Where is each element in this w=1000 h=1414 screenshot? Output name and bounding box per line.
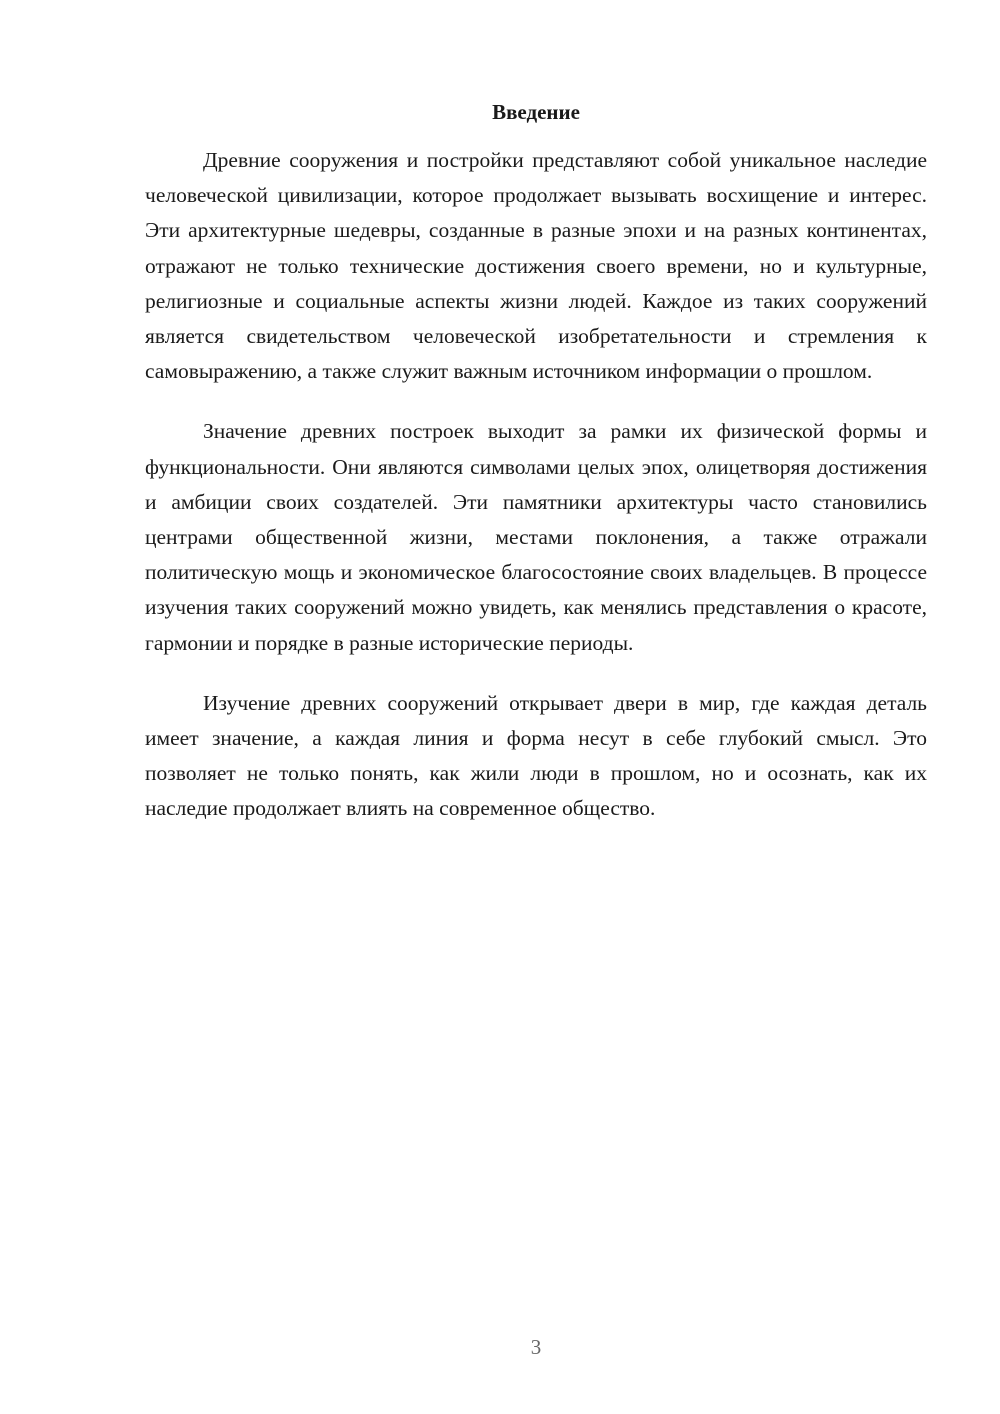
section-heading: Введение [492, 100, 580, 124]
paragraph-1: Древние сооружения и постройки представляют собой уникальное наследие человеческой цивилизации, которое продолжает вызывать восхищение и интерес. Эти архитектурные шедевры, созданные в разные эпохи и на разных континентах, отражают не только технические достижения своего времени, но и культурные, религиозные и социальные аспекты жизни людей. Каждое из таких сооружений является свидетельством человеческой изобретательности и стремления к самовыражению, а также служит важным источником информации о прошлом. [145, 148, 927, 384]
body-text [145, 143, 927, 852]
paragraph-2: Значение древних построек выходит за рамки их физической формы и функциональности. Они являются символами целых эпох, олицетворяя достижения и амбиции своих создателей. Эти памятники архитектуры часто становились центрами общественной жизни, местами поклонения, а также отражали политическую мощь и экономическое благосостояние своих владельцев. В процессе изучения таких сооружений можно увидеть, как менялись представления о красоте, гармонии и порядке в разные исторические периоды. [145, 419, 927, 655]
page-number: 3 [530, 1335, 542, 1359]
paragraph-3: Изучение древних сооружений открывает двери в мир, где каждая деталь имеет значение, а каждая линия и форма несут в себе глубокий смысл. Это позволяет не только понять, как жили люди в прошлом, но и осознать, как их наследие продолжает влиять на современное общество. [145, 690, 927, 821]
